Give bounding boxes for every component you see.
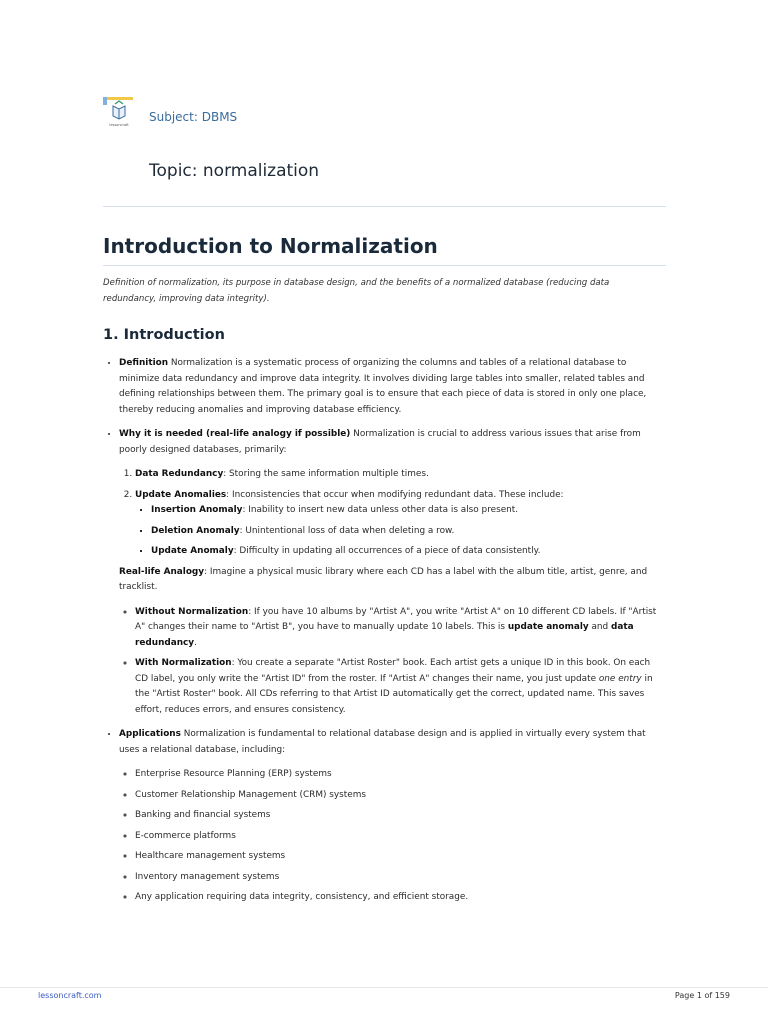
- section-heading: 1. Introduction: [103, 327, 225, 343]
- lead-paragraph: Definition of normalization, its purpose in database design, and the benefits of a normalized database (reducing data redundancy, improving data integrity).: [103, 278, 610, 304]
- page-number: Page 1 of 159: [674, 991, 730, 1000]
- analogy-list: [119, 605, 665, 719]
- list-item: ◦ Customer Relationship Management (CRM) systems: [135, 788, 665, 804]
- footer-site-link[interactable]: lessoncraft.com: [38, 991, 102, 1000]
- lessoncraft-logo: [103, 97, 135, 129]
- anomaly-label: Update Anomaly: [151, 546, 234, 556]
- issue-text: : Storing the same information multiple times.: [223, 469, 429, 479]
- issue-label: Data Redundancy: [135, 469, 224, 479]
- anomaly-list: [135, 503, 665, 560]
- main-bullet-list: [103, 356, 665, 906]
- footer-divider: [0, 987, 768, 988]
- list-item: ◦ Banking and financial systems: [135, 808, 665, 824]
- header-divider: [103, 206, 666, 207]
- list-item: [151, 503, 665, 519]
- applications-label: Applications: [119, 729, 181, 739]
- list-item: [135, 488, 665, 560]
- anomaly-text: : Difficulty in updating all occurrences of a piece of data consistently.: [233, 546, 541, 556]
- svg-text:lessoncraft: lessoncraft: [109, 123, 129, 127]
- title-divider: [103, 265, 666, 266]
- list-item: ◦ Any application requiring data integrity, consistency, and efficient storage.: [135, 890, 665, 906]
- analogy-label: Real-life Analogy: [119, 566, 205, 577]
- anomaly-label: Insertion Anomaly: [151, 505, 243, 515]
- applications-list: [119, 767, 665, 906]
- topic-title: Topic: normalization: [149, 161, 320, 181]
- without-bold: update anomaly: [507, 622, 589, 632]
- list-item: [151, 524, 665, 540]
- analogy-paragraph: [119, 565, 665, 596]
- with-label: With Normalization: [135, 658, 232, 668]
- definition-text: Normalization is a systematic process of organizing the columns and tables of a relational database to minimize data redundancy and improve data integrity. It involves dividing large tables into smaller, related tables and defining relationships between them. The primary goal is to ensure that each piece of data is stored in only one place, thereby reducing anomalies and improving database efficiency.: [119, 358, 647, 415]
- without-bold: data redundancy: [135, 622, 634, 648]
- anomaly-label: Deletion Anomaly: [151, 525, 240, 536]
- why-needed-text: Normalization is crucial to address various issues that arise from poorly designed databases, primarily:: [119, 429, 641, 455]
- section-content: [103, 356, 665, 915]
- page-title: Introduction to Normalization: [103, 234, 438, 258]
- applications-text: Normalization is fundamental to relational database design and is applied in virtually every system that uses a relational database, including:: [119, 729, 646, 755]
- without-text: and: [588, 622, 612, 632]
- issues-list: [119, 467, 665, 560]
- list-item: [135, 467, 665, 483]
- issue-text: : Inconsistencies that occur when modifying redundant data. These include:: [226, 489, 564, 500]
- without-text: : If you have 10 albums by "Artist A", you write "Artist A" on 10 different CD labels. If "Artist A" changes their name to "Artist B", you have to manually update 10 labels. This is: [135, 606, 657, 632]
- list-item: [135, 605, 665, 652]
- anomaly-text: : Unintentional loss of data when deleting a row.: [239, 525, 455, 536]
- issue-label: Update Anomalies: [135, 489, 227, 500]
- definition-item: [119, 356, 665, 418]
- list-item: ◦ E-commerce platforms: [135, 829, 665, 845]
- list-item: [135, 656, 665, 718]
- definition-label: Definition: [119, 358, 169, 368]
- analogy-text: : Imagine a physical music library where each CD has a label with the album title, artist, genre, and tracklist.: [119, 566, 648, 592]
- with-text: in the "Artist Roster" book. All CDs referring to that Artist ID automatically get the correct, updated name. This saves effort, reduces errors, and ensures consistency.: [135, 673, 653, 715]
- subject-label: Subject: DBMS: [149, 110, 238, 124]
- list-item: ◦ Healthcare management systems: [135, 849, 665, 865]
- list-item: ◦ Enterprise Resource Planning (ERP) systems: [135, 767, 665, 783]
- applications-item: [119, 727, 665, 906]
- why-needed-label: Why it is needed (real-life analogy if possible): [119, 429, 351, 439]
- with-italic: one entry: [598, 673, 642, 684]
- without-text: .: [194, 637, 197, 648]
- anomaly-text: : Inability to insert new data unless other data is also present.: [242, 505, 519, 515]
- with-text: : You create a separate "Artist Roster" book. Each artist gets a unique ID in this book. On each CD label, you only write the "Artist ID" from the roster. If "Artist A" changes their name, you just update: [135, 658, 651, 684]
- list-item: ◦ Inventory management systems: [135, 870, 665, 886]
- why-needed-item: [119, 427, 665, 718]
- without-label: Without Normalization: [135, 606, 249, 617]
- list-item: [151, 544, 665, 560]
